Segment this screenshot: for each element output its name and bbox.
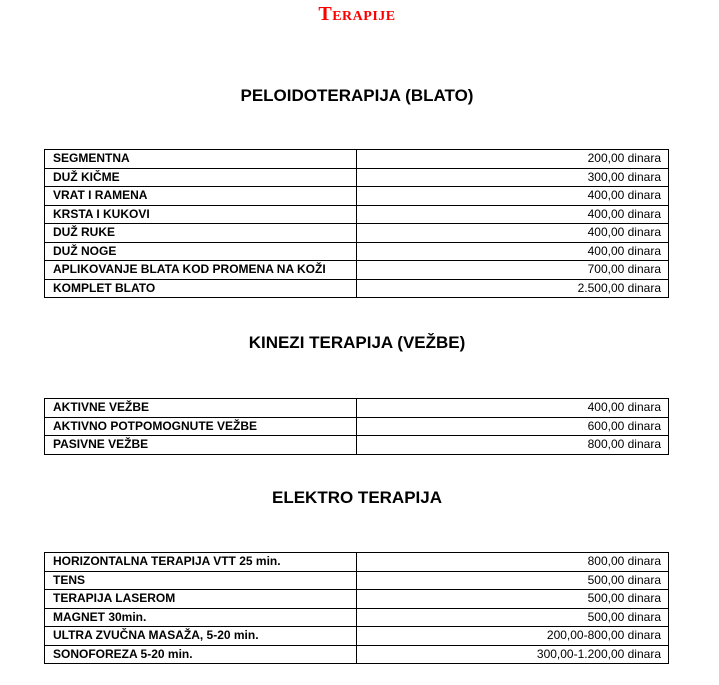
therapy-price: 500,00 dinara [357, 590, 669, 609]
table-row [45, 399, 669, 418]
therapy-price: 400,00 dinara [357, 187, 669, 206]
therapy-price: 2.500,00 dinara [357, 279, 669, 298]
table-row [45, 590, 669, 609]
table-row [45, 150, 669, 169]
table-row [45, 168, 669, 187]
section-heading-elektro-terapija: ELEKTRO TERAPIJA [271, 488, 443, 507]
therapy-price: 300,00 dinara [357, 168, 669, 187]
therapy-name: SONOFOREZA 5-20 min. [45, 645, 357, 664]
therapy-price: 500,00 dinara [357, 571, 669, 590]
section-heading-peloidoterapija: PELOIDOTERAPIJA (BLATO) [240, 86, 474, 105]
therapy-name: KRSTA I KUKOVI [45, 205, 357, 224]
therapy-name: AKTIVNE VEŽBE [45, 399, 357, 418]
therapy-name: SEGMENTNA [45, 150, 357, 169]
therapy-price: 400,00 dinara [357, 399, 669, 418]
table-row [45, 645, 669, 664]
therapy-name: DUŽ NOGE [45, 242, 357, 261]
therapy-price: 500,00 dinara [357, 608, 669, 627]
table-row [45, 417, 669, 436]
table-row [45, 553, 669, 572]
therapy-name: PASIVNE VEŽBE [45, 436, 357, 455]
therapy-price: 800,00 dinara [357, 553, 669, 572]
table-row [45, 627, 669, 646]
therapy-name: TENS [45, 571, 357, 590]
therapy-name: AKTIVNO POTPOMOGNUTE VEŽBE [45, 417, 357, 436]
therapy-price: 400,00 dinara [357, 242, 669, 261]
price-table-peloidoterapija [44, 149, 669, 298]
therapy-name: VRAT I RAMENA [45, 187, 357, 206]
therapy-price: 400,00 dinara [357, 205, 669, 224]
therapy-price: 300,00-1.200,00 dinara [357, 645, 669, 664]
therapy-price: 700,00 dinara [357, 261, 669, 280]
table-row [45, 224, 669, 243]
table-row [45, 608, 669, 627]
therapy-price: 600,00 dinara [357, 417, 669, 436]
therapy-name: APLIKOVANJE BLATA KOD PROMENA NA KOŽI [45, 261, 357, 280]
table-row [45, 242, 669, 261]
table-row [45, 279, 669, 298]
section-heading-kinezi-terapija: KINEZI TERAPIJA (VEŽBE) [248, 333, 466, 352]
table-row [45, 436, 669, 455]
table-row [45, 261, 669, 280]
table-row [45, 571, 669, 590]
therapy-price: 200,00 dinara [357, 150, 669, 169]
therapy-price: 200,00-800,00 dinara [357, 627, 669, 646]
price-table-kinezi-terapija [44, 398, 669, 455]
therapy-price: 400,00 dinara [357, 224, 669, 243]
therapy-name: HORIZONTALNA TERAPIJA VTT 25 min. [45, 553, 357, 572]
therapy-name: ULTRA ZVUČNA MASAŽA, 5-20 min. [45, 627, 357, 646]
therapy-name: KOMPLET BLATO [45, 279, 357, 298]
therapy-name: MAGNET 30min. [45, 608, 357, 627]
table-row [45, 187, 669, 206]
price-table-elektro-terapija [44, 552, 669, 664]
therapy-name: DUŽ RUKE [45, 224, 357, 243]
therapy-name: DUŽ KIČME [45, 168, 357, 187]
therapy-name: TERAPIJA LASEROM [45, 590, 357, 609]
page-title: Terapije [318, 3, 396, 25]
table-row [45, 205, 669, 224]
therapy-price: 800,00 dinara [357, 436, 669, 455]
